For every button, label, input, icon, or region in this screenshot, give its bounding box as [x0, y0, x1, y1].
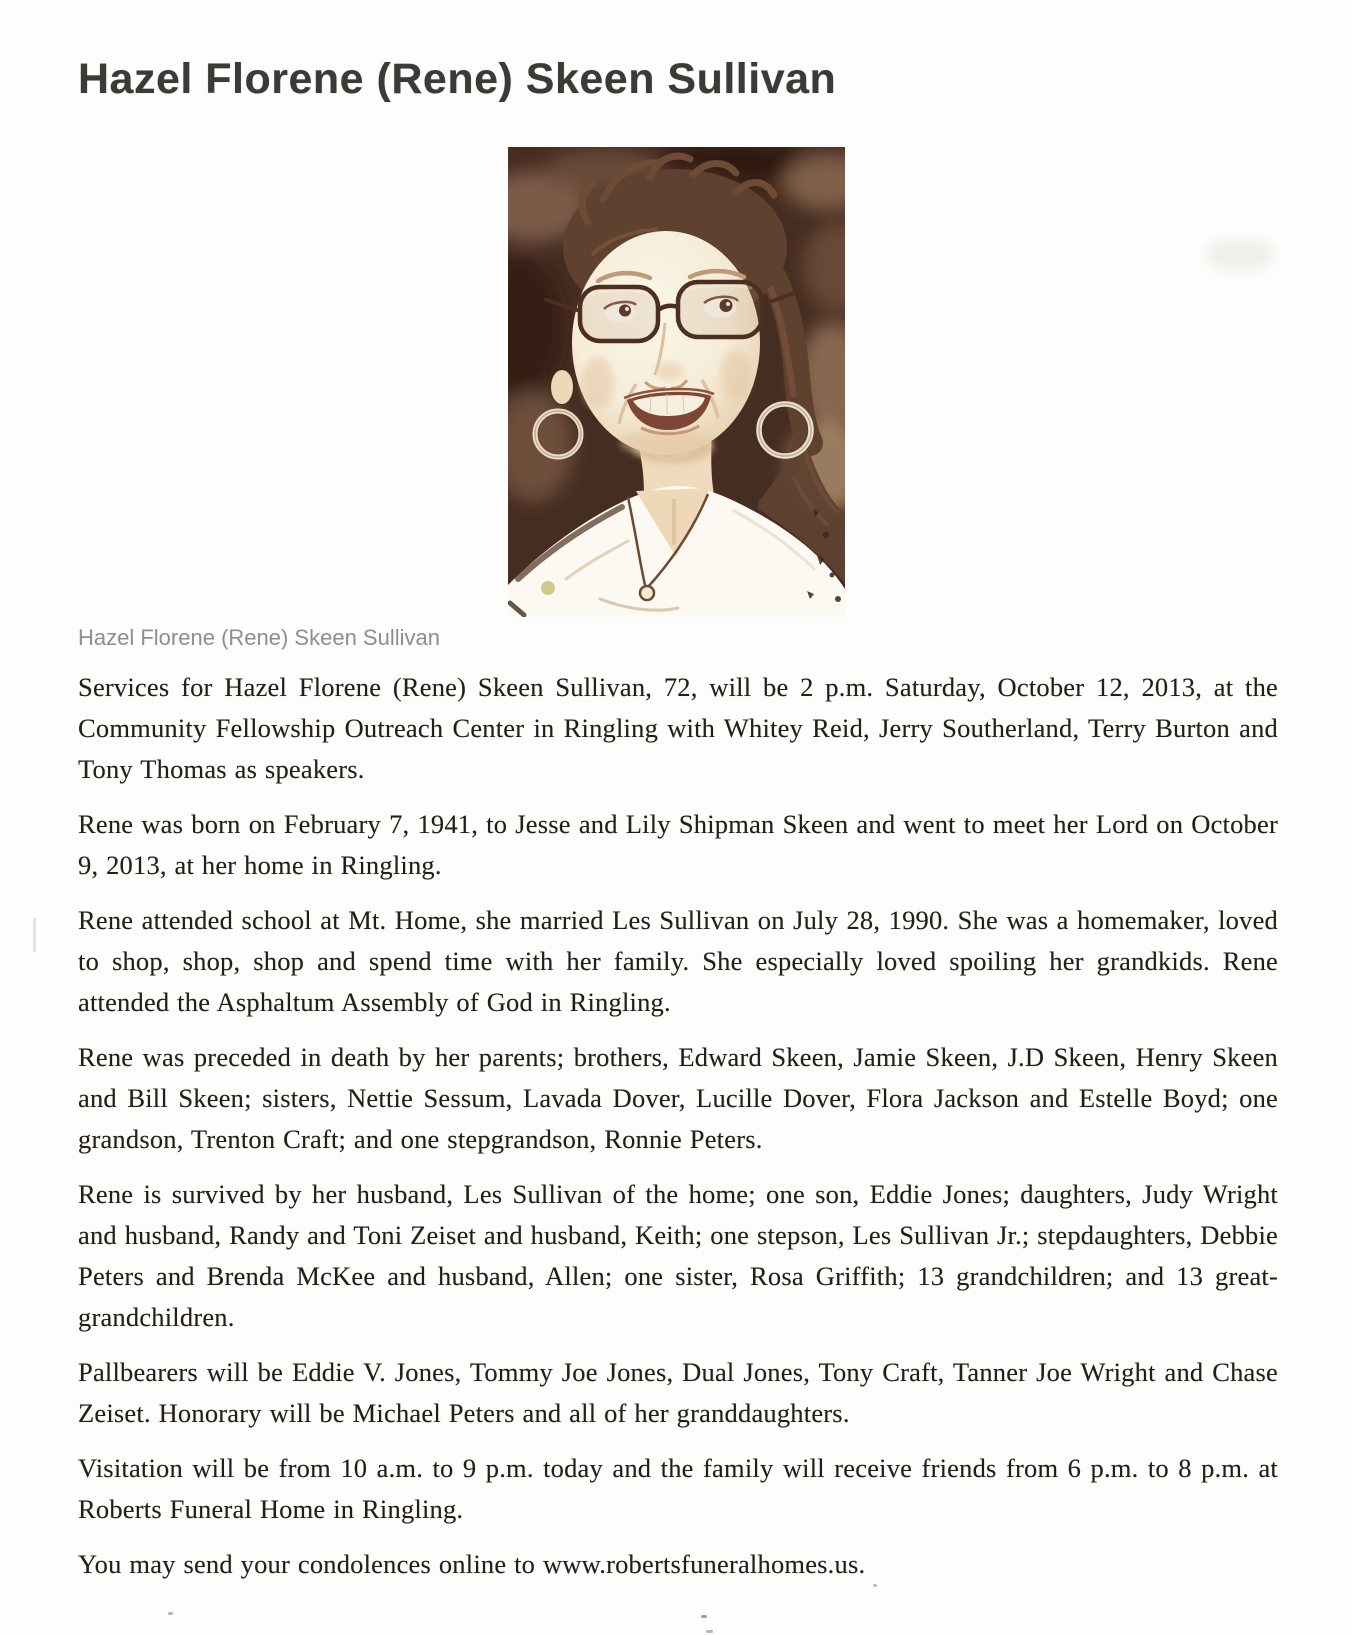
- scan-artifact: [706, 1630, 713, 1633]
- paragraph-pallbearers: Pallbearers will be Eddie V. Jones, Tommy Joe Jones, Dual Jones, Tony Craft, Tanner Joe Wright and Chase Zeiset. Honorary will be Michael Peters and all of her granddaughters.: [78, 1357, 1278, 1429]
- portrait-photo-image: [508, 147, 845, 617]
- obituary-text: [78, 667, 1278, 1585]
- paragraph-condolences: You may send your condolences online to www.robertsfuneralhomes.us.: [78, 1549, 866, 1580]
- page-title: Hazel Florene (Rene) Skeen Sullivan: [78, 55, 837, 103]
- scan-artifact: [701, 1615, 707, 1618]
- paragraph-services: Services for Hazel Florene (Rene) Skeen Sullivan, 72, will be 2 p.m. Saturday, October 12, 2013, at the Community Fellowship Outreach Center in Ringling with Whitey Reid, Jerry Southerland, Terry Burton and Tony Thomas as speakers.: [78, 672, 1278, 785]
- scan-artifact: [168, 1612, 173, 1615]
- scan-artifact: [1205, 238, 1275, 272]
- scan-artifact: [873, 1584, 877, 1587]
- portrait-photo: [508, 147, 845, 617]
- paragraph-birth: Rene was born on February 7, 1941, to Jesse and Lily Shipman Skeen and went to meet her Lord on October 9, 2013, at her home in Ringling.: [78, 809, 1278, 881]
- paragraph-life: Rene attended school at Mt. Home, she married Les Sullivan on July 28, 1990. She was a homemaker, loved to shop, shop, shop and spend time with her family. She especially loved spoiling her grandkids. Rene attended the Asphaltum Assembly of God in Ringling.: [78, 905, 1278, 1018]
- paragraph-survived: Rene is survived by her husband, Les Sullivan of the home; one son, Eddie Jones; daughters, Judy Wright and husband, Randy and Toni Zeiset and husband, Keith; one stepson, Les Sullivan Jr.; stepdaughters, Debbie Peters and Brenda McKee and husband, Allen; one sister, Rosa Griffith; 13 grandchildren; and 13 great-grandchildren.: [78, 1179, 1278, 1333]
- scan-artifact: [33, 918, 36, 952]
- paragraph-visitation: Visitation will be from 10 a.m. to 9 p.m. today and the family will receive friends from 6 p.m. to 8 p.m. at Roberts Funeral Home in Ringling.: [78, 1453, 1278, 1525]
- paragraph-preceded: Rene was preceded in death by her parents; brothers, Edward Skeen, Jamie Skeen, J.D Skeen, Henry Skeen and Bill Skeen; sisters, Nettie Sessum, Lavada Dover, Lucille Dover, Flora Jackson and Estelle Boyd; one grandson, Trenton Craft; and one stepgrandson, Ronnie Peters.: [78, 1042, 1278, 1155]
- photo-caption: Hazel Florene (Rene) Skeen Sullivan: [78, 625, 440, 651]
